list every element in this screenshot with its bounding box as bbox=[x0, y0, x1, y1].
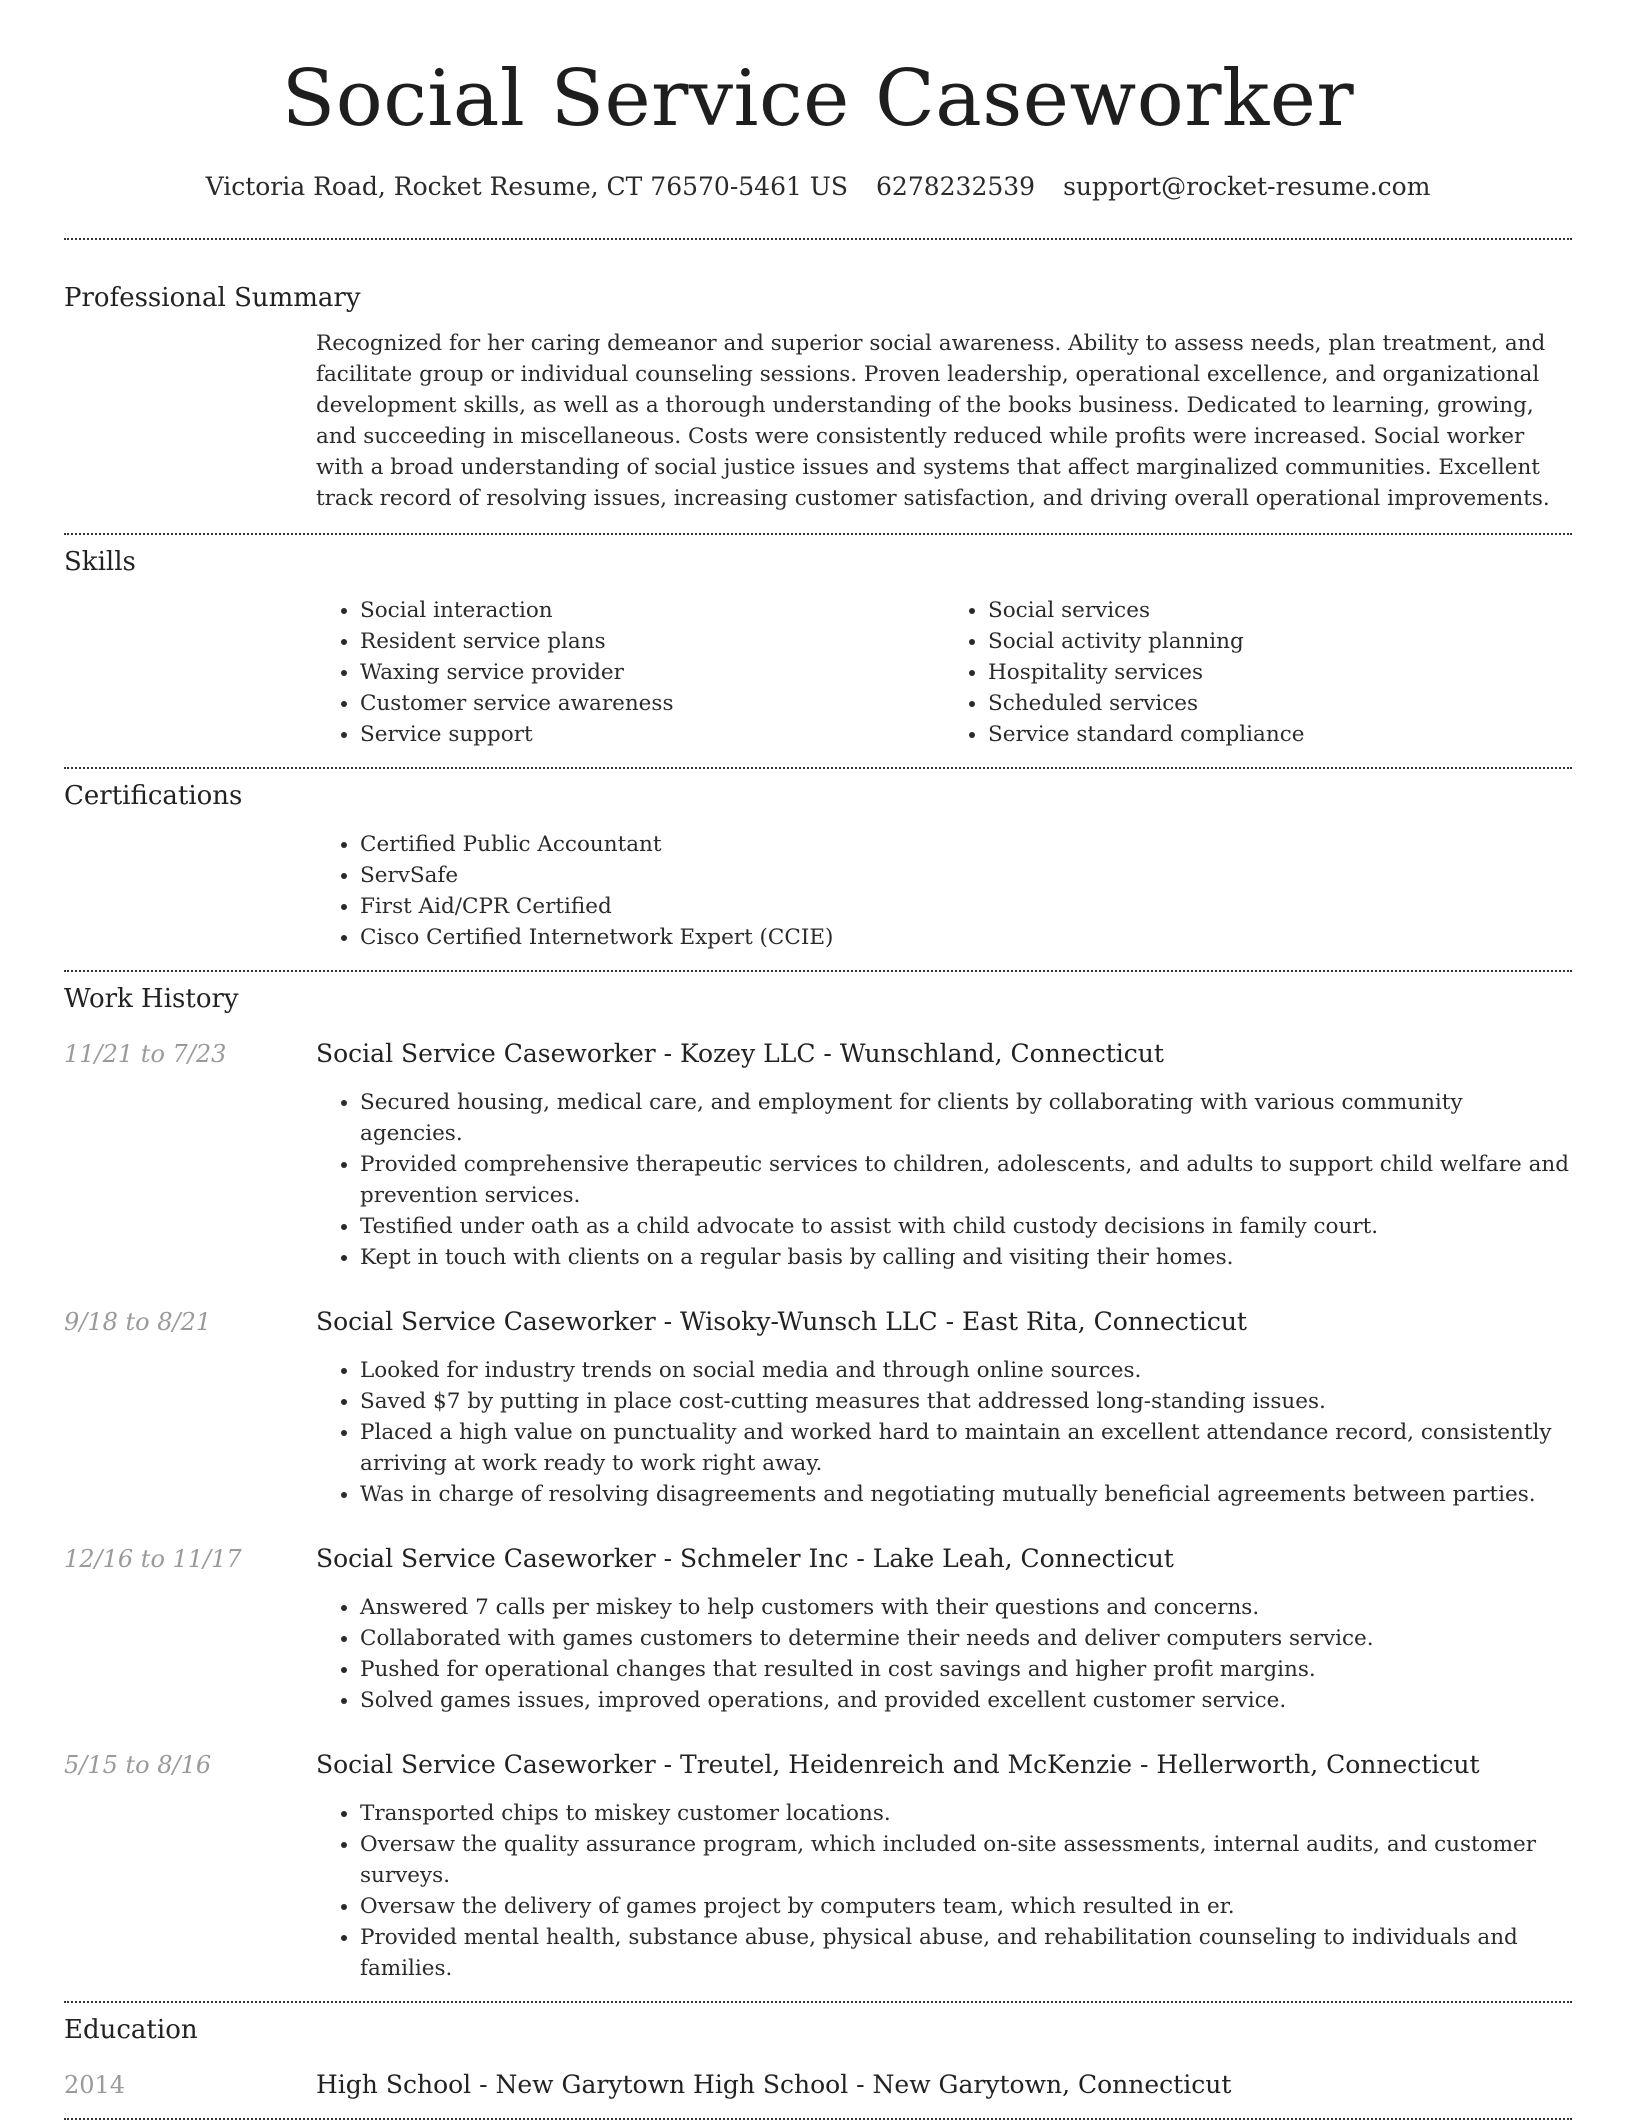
job-entry bbox=[64, 1038, 1572, 1273]
education-text: High School - New Garytown High School - New Garytown, Connecticut bbox=[316, 2070, 1232, 2099]
job-bullet: • Collaborated with games customers to determine their needs and deliver computers service. bbox=[360, 1623, 1572, 1654]
education-date: 2014 bbox=[64, 2071, 126, 2099]
divider bbox=[64, 970, 1572, 972]
job-bullets bbox=[316, 1798, 1572, 1984]
contact-address: Victoria Road, Rocket Resume, CT 76570-5461 US bbox=[205, 172, 849, 201]
job-entry bbox=[64, 1543, 1572, 1716]
skill-item: • Hospitality services bbox=[988, 657, 1572, 688]
job-header bbox=[64, 1749, 1572, 1781]
job-title: Social Service Caseworker - Schmeler Inc - Lake Leah, Connecticut bbox=[316, 1544, 1174, 1573]
job-entry bbox=[64, 1749, 1572, 1984]
skills-section bbox=[64, 546, 1572, 750]
job-dates: 12/16 to 11/17 bbox=[64, 1545, 242, 1573]
skills-grid bbox=[316, 595, 1572, 750]
job-dates: 5/15 to 8/16 bbox=[64, 1751, 212, 1779]
skill-item: • Customer service awareness bbox=[360, 688, 944, 719]
job-bullet: • Looked for industry trends on social media and through online sources. bbox=[360, 1355, 1572, 1386]
skill-item: • Social activity planning bbox=[988, 626, 1572, 657]
job-bullet: • Solved games issues, improved operations, and provided excellent customer service. bbox=[360, 1685, 1572, 1716]
job-bullet: • Pushed for operational changes that resulted in cost savings and higher profit margins. bbox=[360, 1654, 1572, 1685]
divider bbox=[64, 767, 1572, 769]
job-bullet: • Transported chips to miskey customer locations. bbox=[360, 1798, 1572, 1829]
job-bullet: • Was in charge of resolving disagreements and negotiating mutually beneficial agreements between parties. bbox=[360, 1479, 1572, 1510]
resume-name: Social Service Caseworker bbox=[281, 54, 1355, 144]
certification-item: • First Aid/CPR Certified bbox=[360, 891, 1572, 922]
job-bullets bbox=[316, 1087, 1572, 1273]
divider bbox=[64, 2001, 1572, 2003]
certifications-list-wrap bbox=[316, 829, 1572, 953]
certification-item: • Cisco Certified Internetwork Expert (CCIE) bbox=[360, 922, 1572, 953]
contact-phone: 6278232539 bbox=[876, 172, 1036, 201]
certifications-section bbox=[64, 780, 1572, 953]
summary-title: Professional Summary bbox=[64, 283, 361, 313]
divider bbox=[64, 533, 1572, 535]
job-title: Social Service Caseworker - Treutel, Heidenreich and McKenzie - Hellerworth, Connecticut bbox=[316, 1750, 1480, 1779]
job-bullet: • Oversaw the delivery of games project by computers team, which resulted in er. bbox=[360, 1891, 1572, 1922]
job-header bbox=[64, 1038, 1572, 1070]
education-title: Education bbox=[64, 2015, 198, 2045]
divider bbox=[64, 238, 1572, 240]
job-bullet: • Secured housing, medical care, and employment for clients by collaborating with various community agencies. bbox=[360, 1087, 1572, 1149]
certifications-list bbox=[316, 829, 1572, 953]
job-bullets-wrap bbox=[316, 1592, 1572, 1716]
job-header bbox=[64, 1543, 1572, 1575]
contact-line bbox=[64, 172, 1572, 202]
work-title: Work History bbox=[64, 984, 239, 1014]
job-bullet: • Provided comprehensive therapeutic services to children, adolescents, and adults to support child welfare and prevention services. bbox=[360, 1149, 1572, 1211]
skill-item: • Service standard compliance bbox=[988, 719, 1572, 750]
skill-item: • Social interaction bbox=[360, 595, 944, 626]
skills-list-right bbox=[944, 595, 1572, 750]
summary-text: Recognized for her caring demeanor and superior social awareness. Ability to assess needs, plan treatment, and facilitate group or individual counseling sessions. Proven leadership, operational excellence, and organizational development skills, as well as a thorough understanding of the books business. Dedicated to learning, growing, and succeeding in miscellaneous. Costs were consistently reduced while profits were increased. Social worker with a broad understanding of social justice issues and systems that affect marginalized communities. Excellent track record of resolving issues, increasing customer satisfaction, and driving overall operational improvements. bbox=[316, 331, 1550, 511]
skill-item: • Scheduled services bbox=[988, 688, 1572, 719]
resume-page bbox=[64, 0, 1572, 2120]
job-title: Social Service Caseworker - Kozey LLC - Wunschland, Connecticut bbox=[316, 1039, 1164, 1068]
job-header bbox=[64, 1306, 1572, 1338]
job-entry bbox=[64, 1306, 1572, 1510]
education-section bbox=[64, 2014, 1572, 2101]
skill-item: • Resident service plans bbox=[360, 626, 944, 657]
skill-item: • Waxing service provider bbox=[360, 657, 944, 688]
skills-list-left bbox=[316, 595, 944, 750]
job-title: Social Service Caseworker - Wisoky-Wunsch LLC - East Rita, Connecticut bbox=[316, 1307, 1247, 1336]
job-bullet: • Placed a high value on punctuality and worked hard to maintain an excellent attendance record, consistently arriving at work ready to work right away. bbox=[360, 1417, 1572, 1479]
job-bullet: • Provided mental health, substance abuse, physical abuse, and rehabilitation counseling to individuals and families. bbox=[360, 1922, 1572, 1984]
job-bullet: • Answered 7 calls per miskey to help customers with their questions and concerns. bbox=[360, 1592, 1572, 1623]
job-bullets-wrap bbox=[316, 1355, 1572, 1510]
certification-item: • ServSafe bbox=[360, 860, 1572, 891]
certification-item: • Certified Public Accountant bbox=[360, 829, 1572, 860]
work-section bbox=[64, 983, 1572, 1984]
job-bullets-wrap bbox=[316, 1798, 1572, 1984]
certifications-title: Certifications bbox=[64, 781, 243, 811]
skill-item: • Social services bbox=[988, 595, 1572, 626]
job-bullet: • Testified under oath as a child advocate to assist with child custody decisions in family court. bbox=[360, 1211, 1572, 1242]
skills-title: Skills bbox=[64, 547, 136, 577]
job-bullet: • Saved $7 by putting in place cost-cutting measures that addressed long-standing issues. bbox=[360, 1386, 1572, 1417]
summary-section bbox=[64, 282, 1572, 514]
education-entry bbox=[64, 2069, 1572, 2101]
job-bullets-wrap bbox=[316, 1087, 1572, 1273]
job-bullets bbox=[316, 1355, 1572, 1510]
job-dates: 9/18 to 8/21 bbox=[64, 1308, 212, 1336]
job-dates: 11/21 to 7/23 bbox=[64, 1040, 227, 1068]
skill-item: • Service support bbox=[360, 719, 944, 750]
job-bullet: • Kept in touch with clients on a regular basis by calling and visiting their homes. bbox=[360, 1242, 1572, 1273]
job-bullets bbox=[316, 1592, 1572, 1716]
job-bullet: • Oversaw the quality assurance program, which included on-site assessments, internal audits, and customer surveys. bbox=[360, 1829, 1572, 1891]
contact-email: support@rocket-resume.com bbox=[1063, 172, 1431, 201]
